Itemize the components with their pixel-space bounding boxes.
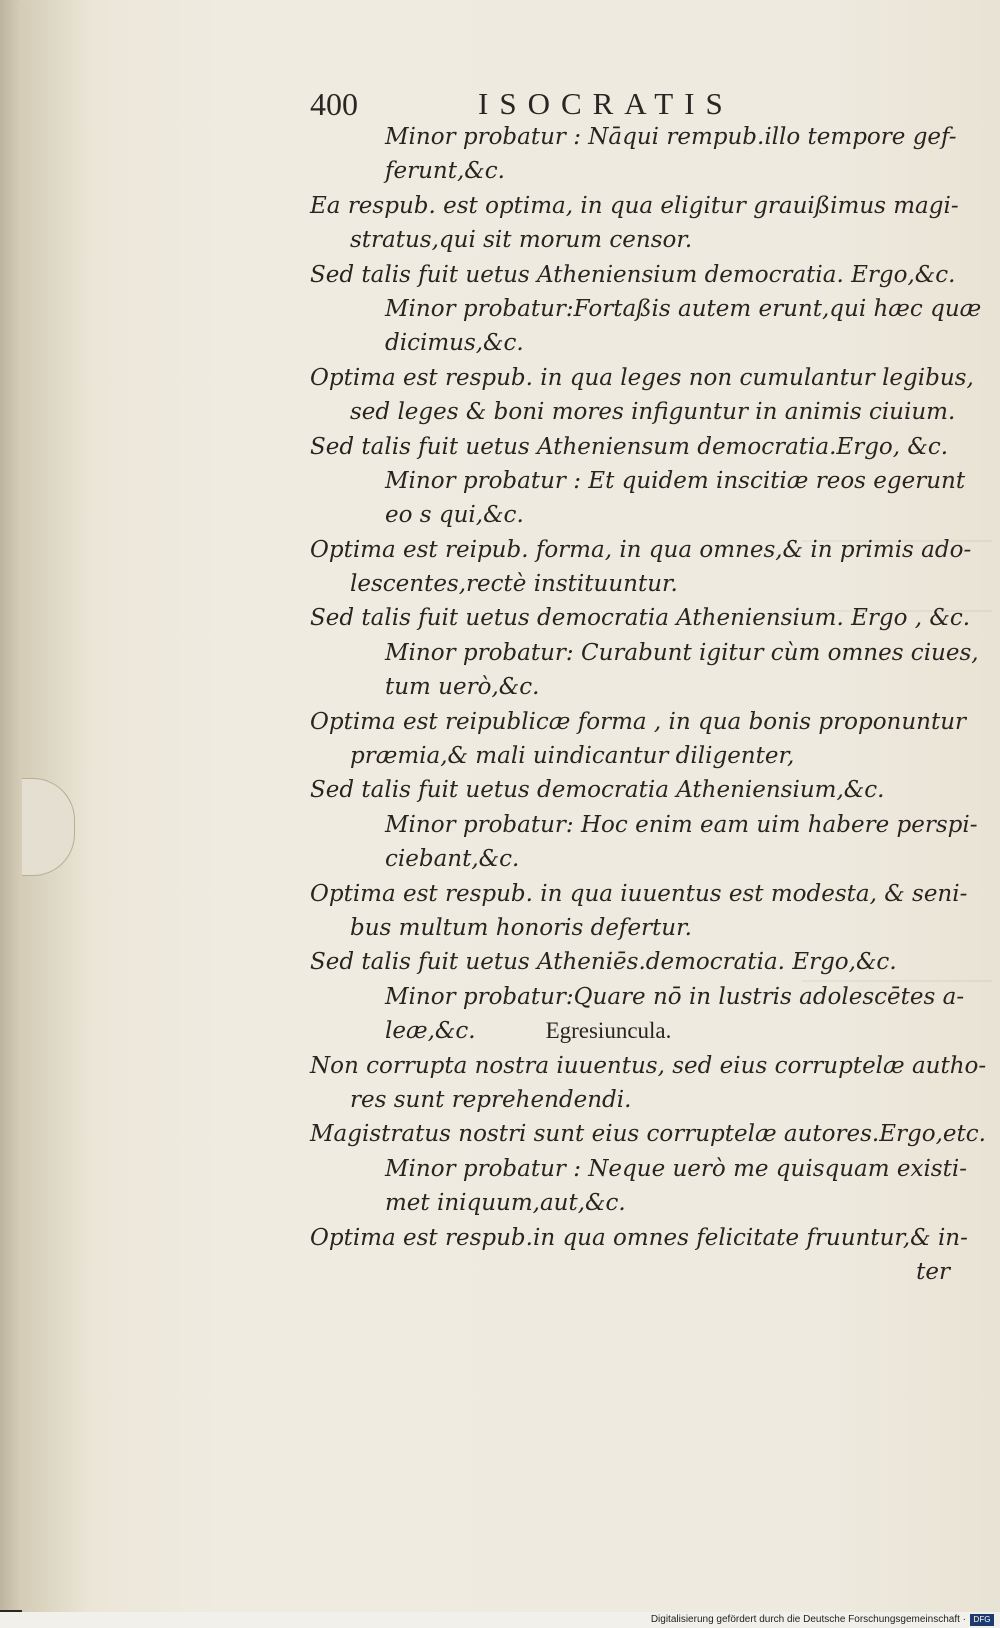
line-text: Minor probatur: Curabunt igitur cùm omnes ciues, (385, 639, 979, 666)
line-text: Minor probatur : Nāqui rempub.illo tempore gef- (385, 124, 957, 150)
text-line (310, 154, 960, 188)
text-line (310, 1221, 968, 1255)
line-text: Non corrupta nostra iuuentus, sed eius corruptelæ autho- (310, 1052, 987, 1079)
text-line (310, 980, 965, 1014)
line-text: leæ,&c. (385, 1018, 476, 1045)
text-line (310, 1152, 967, 1186)
line-text: Ea respub. est optima, in qua eligitur grauißimus magi- (310, 192, 959, 219)
line-text: Sed talis fuit uetus democratia Atheniensium. Ergo , &c. (310, 605, 971, 632)
line-text: Sed talis fuit uetus Atheniēs.democratia. Ergo,&c. (310, 949, 897, 976)
text-line (310, 636, 979, 670)
text-line (310, 945, 960, 979)
line-text: Sed talis fuit uetus Atheniensium democratia. Ergo,&c. (310, 261, 956, 288)
line-text: Sed talis fuit uetus democratia Atheniensium,&c. (310, 777, 885, 804)
line-text: Optima est respub.in qua omnes felicitate fruuntur,& in- (310, 1224, 968, 1251)
text-line (310, 223, 960, 257)
dfg-logo: DFG (970, 1614, 994, 1626)
text-line (310, 567, 960, 601)
text-line (310, 739, 960, 773)
text-line (310, 1117, 986, 1151)
text-line (310, 120, 960, 154)
text-line (310, 670, 960, 704)
digitization-footer (0, 1612, 1000, 1628)
text-line (310, 361, 974, 395)
text-line (310, 877, 968, 911)
text-line (310, 601, 971, 635)
text-line (310, 808, 978, 842)
page-tab (22, 778, 75, 876)
line-text: Minor probatur : Et quidem inscitiæ reos egerunt (385, 467, 966, 494)
line-text: Optima est reipublicæ forma , in qua bonis proponuntur (310, 708, 967, 735)
section-heading: Egresiuncula. (545, 1018, 672, 1044)
line-text: stratus,qui sit morum censor. (350, 227, 693, 254)
text-line (310, 1049, 987, 1083)
text-line (310, 395, 960, 429)
line-text: ferunt,&c. (385, 158, 505, 185)
text-line (310, 189, 960, 223)
text-line (310, 498, 960, 532)
line-text: Minor probatur: Hoc enim eam uim habere perspi- (385, 811, 978, 838)
text-line (310, 842, 960, 876)
text-line (310, 1255, 960, 1289)
line-text: bus multum honoris defertur. (350, 914, 692, 941)
line-text: met iniquum,aut,&c. (385, 1190, 626, 1217)
line-text: Sed talis fuit uetus Atheniensum democratia.Ergo, &c. (310, 433, 949, 460)
line-text: sed leges & boni mores infiguntur in animis ciuium. (350, 399, 956, 426)
line-text: ter (916, 1258, 950, 1285)
line-text: Minor probatur:Fortaßis autem erunt,qui hæc quæ (385, 295, 982, 322)
text-line (310, 533, 972, 567)
text-line (310, 326, 960, 360)
page-number: 400 (310, 86, 358, 122)
footer-credit: Digitalisierung gefördert durch die Deutsche Forschungsgemeinschaft · (650, 1614, 966, 1625)
line-text: Magistratus nostri sunt eius corruptelæ autores.Ergo,etc. (310, 1121, 986, 1148)
running-title: ISOCRATIS (478, 86, 734, 121)
text-line (310, 430, 960, 464)
line-text: Minor probatur:Quare nō in lustris adolescētes a- (385, 983, 965, 1010)
text-line (310, 911, 960, 945)
text-line (310, 1083, 960, 1117)
line-text: ciebant,&c. (385, 846, 520, 873)
line-text: eo s qui,&c. (385, 502, 524, 529)
text-block (310, 120, 987, 1289)
line-text: Minor probatur : Neque uerò me quisquam existi- (385, 1155, 967, 1182)
line-text: res sunt reprehendendi. (350, 1086, 632, 1113)
line-text: Optima est reipub. forma, in qua omnes,& in primis ado- (310, 536, 972, 563)
text-line (310, 773, 960, 807)
text-line (310, 258, 960, 292)
text-line (310, 292, 982, 326)
line-text: dicimus,&c. (385, 330, 524, 357)
line-text: præmia,& mali uindicantur diligenter, (350, 743, 795, 770)
line-text: Optima est respub. in qua iuuentus est modesta, & seni- (310, 880, 968, 907)
line-text: tum uerò,&c. (385, 674, 540, 701)
text-line (310, 1186, 960, 1220)
text-line (310, 1014, 960, 1048)
text-line (310, 705, 967, 739)
line-text: lescentes,rectè instituuntur. (350, 571, 678, 598)
line-text: Optima est respub. in qua leges non cumulantur legibus, (310, 364, 974, 391)
text-line (310, 464, 966, 498)
